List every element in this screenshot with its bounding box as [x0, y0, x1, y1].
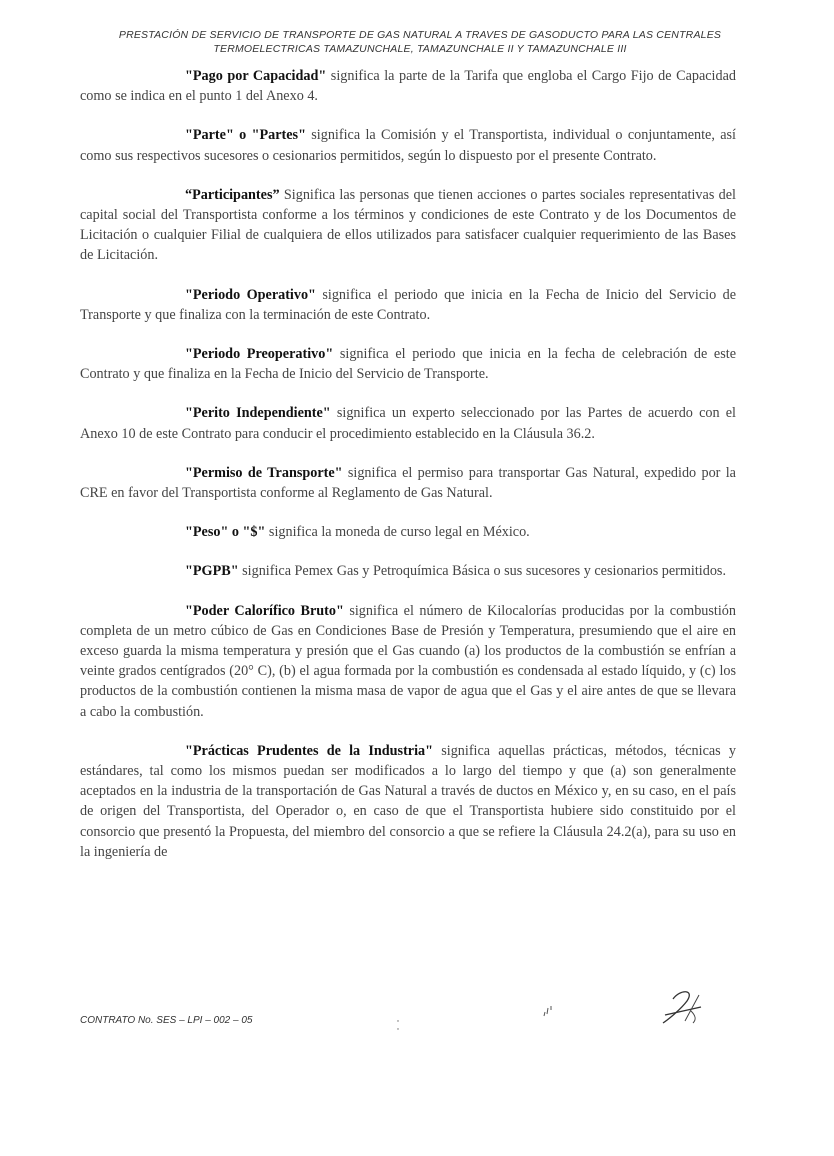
definition-term: "Periodo Preoperativo": [185, 346, 334, 363]
definition-text: significa la Comisión y el Transportista, individual o conjuntamente, así como sus respectivos sucesores o cesionarios permitidos, según lo dispuesto por el presente Contrato.: [80, 127, 736, 164]
definition-text: Significa las personas que tienen acciones o partes sociales representativas del capital social del Transportista conforme a los términos y condiciones de este Contrato y de los Documentos de Licitación o cualquier Filial de cualquiera de ellos utilizados para satisfacer cualquier requerimiento de las Bases de Licitación.: [80, 186, 736, 264]
definition-text: significa el periodo que inicia en la Fecha de Inicio del Servicio de Transporte y que finaliza con la terminación de este Contrato.: [80, 286, 736, 323]
definition-permiso-de-transporte: [80, 463, 736, 503]
definition-term: "Perito Independiente": [185, 405, 331, 422]
definition-text: significa la parte de la Tarifa que engloba el Cargo Fijo de Capacidad como se indica en el punto 1 del Anexo 4.: [80, 68, 736, 105]
definition-practicas-prudentes: [80, 741, 736, 862]
definition-perito-independiente: [80, 403, 736, 443]
contract-number: CONTRATO No. SES – LPI – 002 – 05: [80, 1015, 253, 1026]
definition-text: significa Pemex Gas y Petroquímica Básica o sus sucesores y cesionarios permitidos.: [238, 563, 726, 580]
header-line-2: TERMOELECTRICAS TAMAZUNCHALE, TAMAZUNCHALE II Y TAMAZUNCHALE III: [213, 43, 627, 55]
definition-text: significa el periodo que inicia en la fecha de celebración de este Contrato y que finaliza en la Fecha de Inicio del Servicio de Transporte.: [80, 346, 736, 383]
definition-text: significa la moneda de curso legal en México.: [265, 524, 530, 541]
definition-peso: [80, 522, 736, 542]
definition-term: "Permiso de Transporte": [185, 464, 343, 481]
definition-term: "Poder Calorífico Bruto": [185, 602, 344, 619]
signature-icon: [655, 985, 710, 1030]
definition-term: "Prácticas Prudentes de la Industria": [185, 742, 434, 759]
definition-term: "PGPB": [185, 563, 239, 580]
definition-periodo-operativo: [80, 285, 736, 325]
definition-term: “Participantes”: [185, 186, 280, 203]
definition-text: significa el permiso para transportar Gas Natural, expedido por la CRE en favor del Transportista conforme al Reglamento de Gas Natural.: [80, 464, 736, 502]
definition-term: "Parte" o "Partes": [185, 127, 306, 144]
definition-text: significa un experto seleccionado por las Partes de acuerdo con el Anexo 10 de este Contrato para conducir el procedimiento establecido en la Cláusula 36.2.: [80, 405, 736, 442]
definition-text: significa aquellas prácticas, métodos, técnicas y estándares, tal como los mismos puedan ser modificados a lo largo del tiempo y que (a) son generalmente aceptados en la industria de la transportación de Gas Natural a través de ductos en México y, en su caso, en el país de origen del Transportista, del Operador o, en caso de que el Transportista hubiere sido constituido por el consorcio que presentó la Propuesta, del miembro del consorcio a que se refiere la Cláusula 24.2(a), para su uso en la ingeniería de: [80, 742, 736, 860]
definition-parte: [80, 125, 736, 165]
definition-term: "Peso" o "$": [185, 524, 266, 541]
header-line-1: PRESTACIÓN DE SERVICIO DE TRANSPORTE DE GAS NATURAL A TRAVES DE GASODUCTO PARA LAS CENTRALES: [118, 29, 722, 41]
definition-text: significa el número de Kilocalorías producidas por la combustión completa de un metro cúbico de Gas en Condiciones Base de Presión y Temperatura, presumiendo que el aire en exceso guarda la misma temperatura y presión que el Gas cuando (a) los productos de la combustión se enfrían a veinte grados centígrados (20° C), (b) el agua formada por la combustión es condensada al estado líquido, y (c) los productos de la combustión contienen la misma masa de vapor de agua que el Gas y el aire antes de que se llevara a cabo la combustión.: [80, 602, 736, 720]
definition-pgpb: [80, 561, 736, 581]
document-header: [80, 28, 760, 56]
definition-pago-por-capacidad: [80, 66, 736, 106]
initials-mark-icon: [540, 1000, 560, 1020]
definition-term: "Periodo Operativo": [185, 286, 316, 303]
definition-poder-calorifico-bruto: [80, 601, 736, 722]
definition-participantes: [80, 185, 736, 266]
definitions-body: [80, 66, 736, 881]
definition-term: "Pago por Capacidad": [185, 68, 327, 84]
definition-periodo-preoperativo: [80, 344, 736, 384]
scan-marks-icon: [395, 1018, 405, 1032]
